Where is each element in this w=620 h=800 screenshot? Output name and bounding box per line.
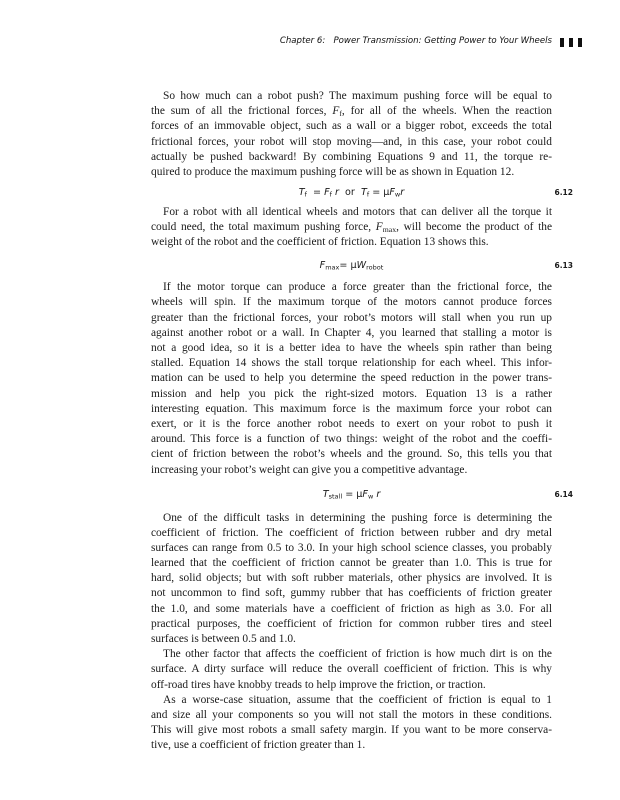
- text-line: One of the difficult tasks in determining the pushing force is determining the: [163, 511, 552, 524]
- page-marker-icon: [560, 38, 582, 47]
- text-run: r: [400, 186, 405, 198]
- text-run: W: [356, 259, 367, 271]
- text-line: practical purposes, the coefficient of friction for common rubber tires and steel: [151, 617, 552, 630]
- text-line: This will give most robots a small safety margin. If you want to be more conserva-: [151, 724, 552, 737]
- text-run: , will become the product of the: [396, 221, 553, 234]
- text-line: surfaces is between 0.5 and 1.0.: [151, 633, 296, 646]
- text-run: T: [360, 186, 367, 198]
- text-line: For a robot with all identical wheels and motors that can deliver all the torque it: [163, 205, 552, 218]
- equation-number: 6.12: [554, 187, 573, 197]
- text-run: r: [373, 488, 381, 500]
- text-line: hard, solid objects; but with soft rubber materials, other physics are involved. It is: [151, 572, 552, 585]
- text-line: weight of the robot and the coefficient of friction. Equation 13 shows this.: [151, 236, 489, 249]
- text-line: actually be pushed backward! By combining Equations 9 and 11, the torque re-: [151, 150, 552, 163]
- subscript: w: [394, 190, 401, 199]
- equation: [151, 180, 573, 205]
- subscript: robot: [366, 263, 384, 272]
- text-line: If the motor torque can produce a force greater than the frictional force, the: [163, 281, 552, 294]
- subscript: max: [325, 263, 340, 272]
- text-line: mation can be used to help you determine the speed reduction in the power trans-: [151, 372, 552, 385]
- subscript: f: [366, 190, 370, 199]
- text-run: F: [324, 186, 330, 198]
- text-run: = μ: [369, 186, 390, 198]
- text-run: F: [319, 259, 326, 271]
- subscript: w: [367, 492, 374, 501]
- text-line: increasing your robot’s weight can give you a competitive advantage.: [151, 463, 468, 476]
- text-run: , for all of the wheels. When the reaction: [341, 105, 552, 118]
- equation-body: [323, 487, 381, 502]
- text-run: the sum of all the frictional forces,: [151, 105, 333, 118]
- paragraph: [151, 89, 552, 180]
- text-line: tive, use a coefficient of friction greater than 1.: [151, 739, 366, 752]
- text-line: So how much can a robot push? The maximum pushing force will be equal to: [163, 90, 552, 102]
- subscript: f: [304, 190, 307, 199]
- text-line: stalled. Equation 14 shows the stall torque relationship for each wheel. This infor-: [151, 357, 552, 370]
- text-line: coefficient of friction. The coefficient of friction between rubber and dry metal: [151, 526, 552, 539]
- text-line: around. This force is a function of two things: weight of the robot and the coeffi-: [151, 433, 552, 446]
- text-line: not a good idea, so it is a better idea to have the wheels spin rather than being: [151, 342, 552, 355]
- text-line: As a worse-case situation, assume that the coefficient of friction is equal to 1: [163, 693, 552, 706]
- text-line: forces of an immovable object, such as a wall or a bigger robot, exceeds the total: [151, 120, 552, 133]
- text-line: greater than the frictional forces, your robot’s motors will stall when you run up: [151, 311, 552, 324]
- equation-body: [299, 185, 404, 200]
- text-line: exert, or it is the force another robot needs to exert on your robot to push it: [151, 417, 552, 430]
- paragraph: [151, 280, 552, 477]
- text-run: r: [331, 186, 339, 198]
- text-line: against another robot or a wall. In Chapter 4, you learned that stalling a motor is: [151, 326, 552, 339]
- text-run: T: [322, 488, 329, 500]
- equation: [151, 478, 573, 511]
- text-run: T: [298, 186, 305, 198]
- text-line: wheels will spin. If the maximum torque of the motors cannot produce forces: [151, 296, 552, 309]
- subscript: f: [329, 190, 332, 199]
- text-line: cient of friction between the robot’s wheels and the ground. So, this tells you that: [151, 448, 552, 461]
- text-line: quired to produce the maximum pushing force will be as shown in Equation 12.: [151, 165, 515, 178]
- text-line: mission and help you pick the right-sized motors. Equation 13 is a rather: [151, 387, 552, 400]
- text-line: surfaces can range from 0.5 to 3.0. In your high school science classes, you probably: [151, 541, 552, 554]
- equation-number: 6.13: [554, 260, 573, 270]
- body-text: [151, 89, 573, 754]
- text-run: F: [375, 221, 383, 234]
- text-run: F: [332, 105, 340, 118]
- text-run: F: [362, 488, 368, 500]
- text-run: could need, the total maximum pushing force,: [151, 221, 376, 234]
- text-line: and size all your components so you will not stall the motors in these conditions.: [151, 708, 552, 721]
- text-run: F: [389, 186, 395, 198]
- equation-body: [320, 258, 384, 273]
- text-run: = μ: [339, 259, 357, 271]
- equation-number: 6.14: [554, 489, 573, 499]
- text-line: frictional forces, your robot will stop moving—and, in this case, your robot could: [151, 135, 552, 148]
- text-run: or: [338, 186, 361, 198]
- text-run: = μ: [342, 488, 363, 500]
- text-line: [151, 220, 552, 235]
- text-line: off-road tires have knobby treads to help improve the friction, or traction.: [151, 678, 486, 691]
- subscript: f: [339, 109, 342, 119]
- paragraph: [151, 511, 552, 648]
- text-line: [151, 104, 552, 119]
- text-line: not uncommon to find soft, gummy rubber that has coefficients of friction greater: [151, 587, 552, 600]
- text-line: The other factor that affects the coefficient of friction is how much dirt is on the: [163, 648, 552, 661]
- paragraph: [151, 205, 552, 251]
- subscript: stall: [328, 492, 343, 501]
- equation: [151, 250, 573, 280]
- paragraph: [151, 647, 552, 693]
- text-line: the 1.0, and some materials have a coefficient of friction as high as 3.0. For all: [151, 602, 552, 615]
- subscript: max: [382, 225, 397, 235]
- text-line: learned that the coefficient of friction cannot be greater than 1.0. This is true for: [151, 557, 552, 570]
- text-run: =: [306, 186, 325, 198]
- paragraph: [151, 693, 552, 754]
- running-head: Chapter 6: Power Transmission: Getting Power to Your Wheels: [279, 36, 552, 46]
- text-line: surface. A dirty surface will reduce the overall coefficient of friction. This is why: [151, 663, 552, 676]
- text-line: interesting equation. This maximum force is the maximum force your robot can: [151, 402, 552, 415]
